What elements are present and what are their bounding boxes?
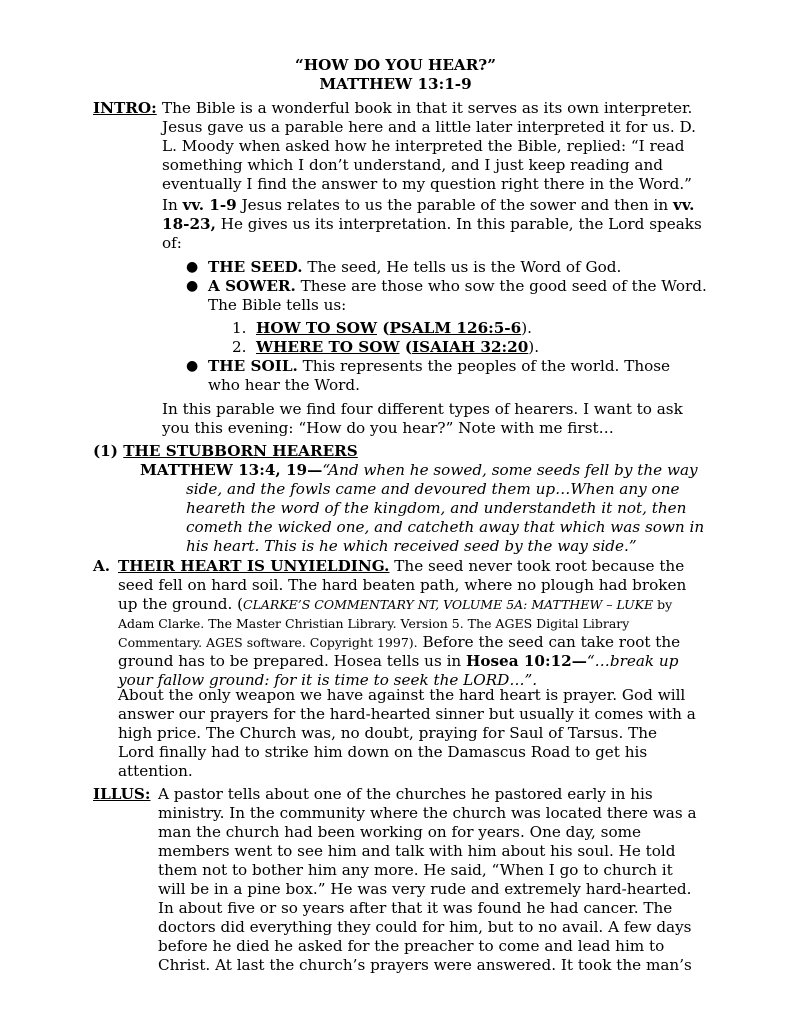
section-1-heading: (1) THE STUBBORN HEARERS — [93, 442, 358, 460]
bullet-icon: ● — [186, 358, 199, 374]
point-a-letter: A. — [93, 557, 111, 575]
intro-label: INTRO: — [93, 99, 157, 117]
section-1-scripture: MATTHEW 13:4, 19—“And when he sowed, some seeds fell by the way side, and the fowls came and devoured them up…When any one heareth the word of the kingdom, and understandeth it not, then cometh the wicked one, and catcheth away that which was sown in his heart. This is he which received seed by the way side.” — [140, 461, 705, 555]
illustration-paragraph: A pastor tells about one of the churches he pastored early in his ministry. In the community where the church was located there was a man the church had been working on for years. One day, some members went to see him and talk with him about his soul. He told them not to bother him any more. He said, “When I go to church it will be in a pine box.” He was very rude and extremely hard-hearted. In about five or so years after that it was found he had cancer. The doctors did everything they could for him, but to no avail. A few days before he died he asked for the preacher to come and lead him to Christ. At last the church’s prayers were answered. It took the man’s — [158, 785, 697, 974]
scripture-reference-heading: MATTHEW 13:1-9 — [319, 75, 472, 93]
point-a-title: THEIR HEART IS UNYIELDING. — [118, 557, 390, 575]
point-a-paragraph: THEIR HEART IS UNYIELDING. The seed never took root because the seed fell on hard soil. The hard beaten path, where no plough had broken up the ground. (CLARKE’S COMMENTARY NT, VOLUME 5A: MATTHEW – LUKE by Adam Clarke. The Master Christian Library. Version 5. The AGES Digital Library Commentary. AGES software. Copyright 1997). Before the seed can take root the ground has to be prepared. Hosea tells us in Hosea 10:12—“…break up your fallow ground: for it is time to seek the LORD…”. — [118, 557, 687, 689]
bullet-item-seed: THE SEED. The seed, He tells us is the Word of God. — [208, 258, 622, 276]
intro-closing-paragraph: In this parable we find four different types of hearers. I want to ask you this evening: “How do you hear?” Note with me first… — [162, 400, 683, 437]
numbered-item-where-to-sow: WHERE TO SOW (ISAIAH 32:20). — [256, 338, 540, 356]
numbered-item-2-number: 2. — [232, 338, 247, 356]
numbered-item-1-number: 1. — [232, 319, 247, 337]
bullet-item-sower: A SOWER. These are those who sow the good seed of the Word. The Bible tells us: — [208, 277, 707, 314]
verse-ref-18-23: vv. 18-23, — [162, 196, 695, 233]
numbered-item-how-to-sow: HOW TO SOW (PSALM 126:5-6). — [256, 319, 532, 337]
bullet-icon: ● — [186, 259, 199, 275]
bullet-item-soil: THE SOIL. This represents the peoples of the world. Those who hear the Word. — [208, 357, 671, 394]
commentary-citation: CLARKE’S COMMENTARY NT, VOLUME 5A: MATTHEW – LUKE — [243, 597, 654, 612]
verse-ref-1-9: vv. 1-9 — [182, 196, 237, 214]
hosea-reference: Hosea 10:12— — [466, 652, 587, 670]
bullet-icon: ● — [186, 278, 199, 294]
intro-parable-paragraph: In vv. 1-9 Jesus relates to us the parable of the sower and then in vv. 18-23, He gives us its interpretation. In this parable, the Lord speaks of: — [162, 196, 702, 252]
illustration-label: ILLUS: — [93, 785, 151, 803]
intro-paragraph: The Bible is a wonderful book in that it serves as its own interpreter. Jesus gave us a parable here and a little later interpreted it for us. D. L. Moody when asked how he interpreted the Bible, replied: “I read something which I don’t understand, and I just keep reading and eventually I find the answer to my question right there in the Word.” — [162, 99, 696, 193]
sermon-title: “HOW DO YOU HEAR?” — [295, 56, 496, 74]
prayer-paragraph: About the only weapon we have against the hard heart is prayer. God will answer our prayers for the hard-hearted sinner but usually it comes with a high price. The Church was, no doubt, praying for Saul of Tarsus. The Lord finally had to strike him down on the Damascus Road to get his attention. — [118, 686, 696, 780]
